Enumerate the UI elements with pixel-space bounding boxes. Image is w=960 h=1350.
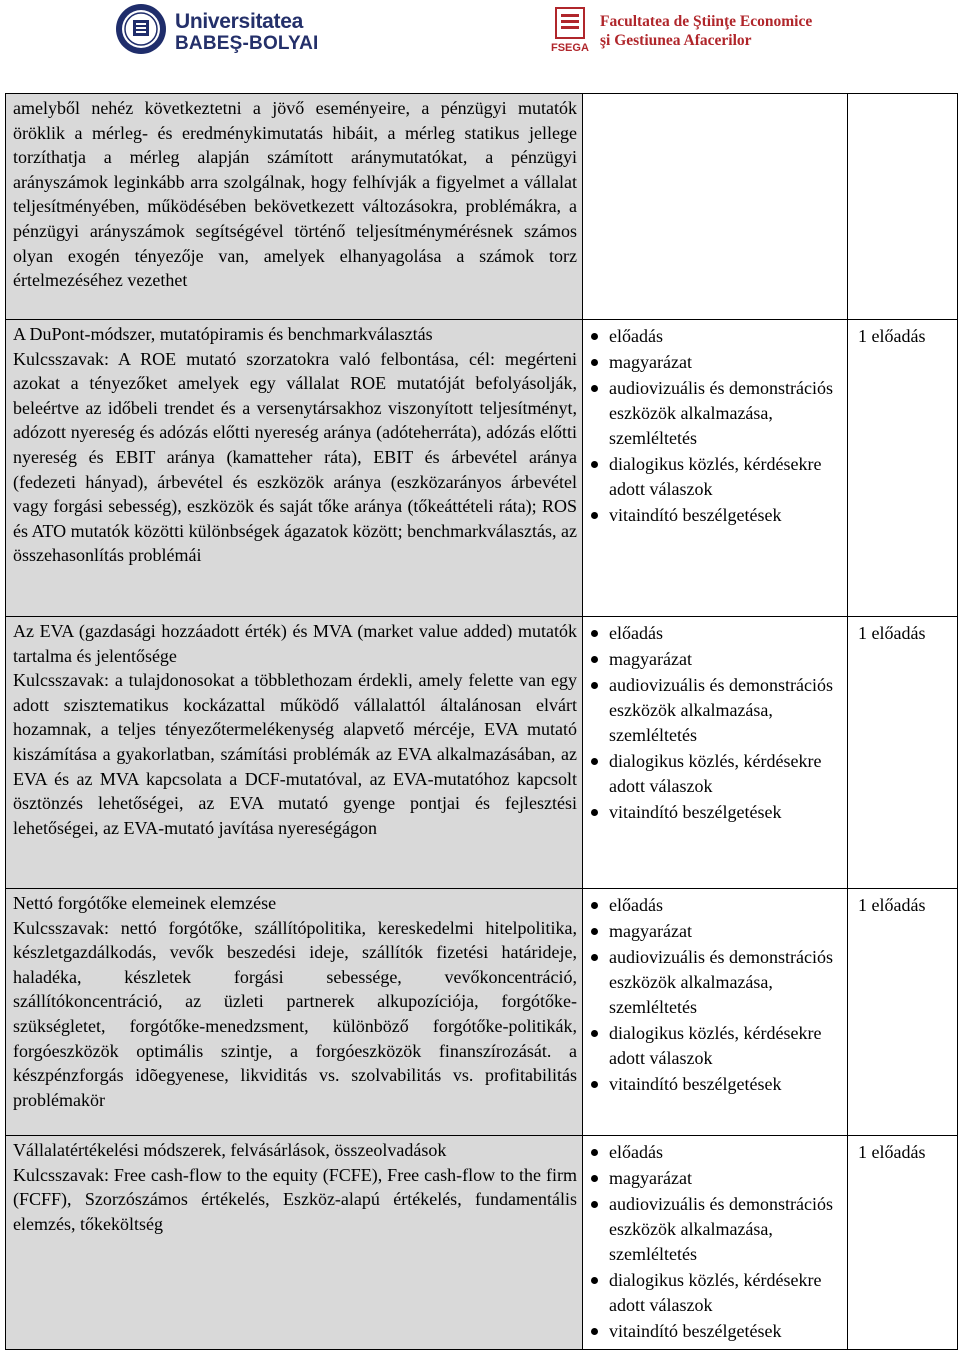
bullet-icon bbox=[591, 1149, 598, 1156]
bullet-icon bbox=[591, 512, 598, 519]
university-name: Universitatea bbox=[175, 10, 303, 33]
university-seal-icon bbox=[115, 3, 167, 55]
bullet-icon bbox=[591, 1277, 598, 1284]
list-item: magyarázat bbox=[589, 350, 843, 375]
bullet-icon bbox=[591, 385, 598, 392]
list-item: vitaindító beszélgetések bbox=[589, 800, 843, 825]
hours-cell bbox=[848, 94, 958, 320]
fsega-abbr: FSEGA bbox=[551, 42, 589, 54]
bullet-icon bbox=[591, 359, 598, 366]
topic-cell bbox=[6, 889, 583, 1136]
methods-cell bbox=[583, 889, 848, 1136]
list-item: audiovizuális és demonstrációs eszközök alkalmazása, szemléltetés bbox=[589, 673, 843, 748]
topic-keywords: Kulcsszavak: nettó forgótőke, szállítópolitika, kereskedelmi hitelpolitika, készletgazdálkodás, vevők beszedési ideje, szállítók fizetési határideje, haladéka, készletek forgási sebessége, vevőkoncentráció, szállítókoncentráció, az üzleti partnerek alkupozíciója, forgótőke-szükségletet, forgótőke-menedzsment, különböző forgótőke-politikák, forgóeszközök optimális szintje, a forgóeszközök finanszírozását. a készpénzforgás idõegyenese, likviditás vs. szolvabilitás vs. profitabilitás problémakör bbox=[13, 917, 577, 1110]
bullet-icon bbox=[591, 1030, 598, 1037]
bullet-icon bbox=[591, 333, 598, 340]
list-item: előadás bbox=[589, 621, 843, 646]
table-row bbox=[6, 1136, 958, 1350]
topic-cell bbox=[6, 617, 583, 889]
list-item: előadás bbox=[589, 893, 843, 918]
bullet-icon bbox=[591, 461, 598, 468]
faculty-name-line2: şi Gestiunea Afacerilor bbox=[600, 32, 752, 49]
syllabus-table bbox=[5, 93, 958, 1350]
methods-cell bbox=[583, 617, 848, 889]
table-row bbox=[6, 889, 958, 1136]
bullet-icon bbox=[591, 954, 598, 961]
topic-keywords: Kulcsszavak: Free cash-flow to the equity (FCFE), Free cash-flow to the firm (FCFF), Szorzószámos értékelés, Eszköz-alapú értékelés, fundamentális elemzés, tőkeköltség bbox=[13, 1164, 577, 1234]
list-item: magyarázat bbox=[589, 919, 843, 944]
bullet-icon bbox=[591, 809, 598, 816]
bullet-icon bbox=[591, 1201, 598, 1208]
table-row bbox=[6, 320, 958, 617]
bullet-icon bbox=[591, 928, 598, 935]
topic-title: A DuPont-módszer, mutatópiramis és benchmarkválasztás bbox=[13, 324, 433, 344]
university-subname: BABEŞ-BOLYAI bbox=[175, 33, 319, 54]
list-item: vitaindító beszélgetések bbox=[589, 1319, 843, 1344]
list-item: dialogikus közlés, kérdésekre adott válaszok bbox=[589, 452, 843, 502]
list-item: vitaindító beszélgetések bbox=[589, 1072, 843, 1097]
topic-cell bbox=[6, 94, 583, 320]
hours-cell: 1 előadás bbox=[848, 320, 958, 617]
list-item: magyarázat bbox=[589, 1166, 843, 1191]
list-item: vitaindító beszélgetések bbox=[589, 503, 843, 528]
list-item: dialogikus közlés, kérdésekre adott válaszok bbox=[589, 1268, 843, 1318]
methods-cell bbox=[583, 1136, 848, 1350]
topic-text: amelyből nehéz következtetni a jövő eseményeire, a pénzügyi mutatók öröklik a mérleg- és eredménykimutatás hibáit, a mérleg statikus jellege torzíthatja a mérleg alapján számított aránymutatókat, a pénzügyi arányszámok leginkább arra szolgálnak, hogy felhívják a figyelmet a vállalat teljesítményében, működésében bekövetkezett változásokra, problémákra, a pénzügyi arányszámok segítségével történő teljesítménymérésnek számos olyan exogén tényezője van, amelyek elhanyagolása a számok torz értelmezéséhez vezethet bbox=[13, 98, 577, 291]
list-item: dialogikus közlés, kérdésekre adott válaszok bbox=[589, 749, 843, 799]
list-item: audiovizuális és demonstrációs eszközök alkalmazása, szemléltetés bbox=[589, 376, 843, 451]
bullet-icon bbox=[591, 682, 598, 689]
ubb-logo bbox=[115, 3, 319, 59]
table-row bbox=[6, 617, 958, 889]
list-item: audiovizuális és demonstrációs eszközök alkalmazása, szemléltetés bbox=[589, 945, 843, 1020]
bullet-icon bbox=[591, 902, 598, 909]
hours-cell: 1 előadás bbox=[848, 617, 958, 889]
bullet-icon bbox=[591, 656, 598, 663]
bullet-icon bbox=[591, 630, 598, 637]
topic-keywords: Kulcsszavak: a tulajdonosokat a többlethozam érdekli, amely felette van egy adott szisztematikus kockázattal működő vállalattól általánosan elvárt hozamnak, a teljes tényezőtermelékenység alapvető mércéje, EVA mutató kiszámítása a gyakorlatban, számítási problémák az EVA alkalmazásában, az EVA és az MVA kapcsolata a DCF-mutatóval, az EVA-mutatóhoz kapcsolt ösztönzés lehetőségei, az EVA mutató gyenge pontjai és fejlesztési lehetőségei, az EVA-mutató javítása nyereségágon bbox=[13, 670, 577, 838]
methods-cell bbox=[583, 94, 848, 320]
topic-cell bbox=[6, 320, 583, 617]
bullet-icon bbox=[591, 1175, 598, 1182]
list-item: magyarázat bbox=[589, 647, 843, 672]
methods-cell bbox=[583, 320, 848, 617]
fsega-logo bbox=[548, 6, 813, 58]
hours-cell: 1 előadás bbox=[848, 889, 958, 1136]
list-item: dialogikus közlés, kérdésekre adott válaszok bbox=[589, 1021, 843, 1071]
list-item: előadás bbox=[589, 1140, 843, 1165]
bullet-icon bbox=[591, 1328, 598, 1335]
bullet-icon bbox=[591, 758, 598, 765]
bullet-icon bbox=[591, 1081, 598, 1088]
faculty-name-line1: Facultatea de Ştiinţe Economice bbox=[600, 13, 813, 30]
topic-cell bbox=[6, 1136, 583, 1350]
topic-title: Vállalatértékelési módszerek, felvásárlások, összeolvadások bbox=[13, 1140, 447, 1160]
topic-title: Az EVA (gazdasági hozzáadott érték) és MVA (market value added) mutatók tartalma és jelentősége bbox=[13, 621, 577, 666]
list-item: audiovizuális és demonstrációs eszközök alkalmazása, szemléltetés bbox=[589, 1192, 843, 1267]
table-row bbox=[6, 94, 958, 320]
topic-title: Nettó forgótőke elemeinek elemzése bbox=[13, 893, 277, 913]
topic-keywords: Kulcsszavak: A ROE mutató szorzatokra való felbontása, cél: megérteni azokat a tényezőket amelyek egy vállalat ROE mutatóját befolyásolják, beleértve az időbeli trendet és a versenytársakhoz viszonyított teljesítményt, adózott nyereség és adózás előtti nyereség aránya (adóteherráta), adózás előtti nyereség és EBIT aránya (kamatteher ráta), EBIT és árbevétel aránya (fedezeti hányad), árbevétel és eszközök aránya (eszközarányos árbevétel vagy forgási sebesség), eszközök és saját tőke aránya (tőkeáttételi ráta); ROS és ATO mutatók közötti különbségek ágazatok között; benchmarkválasztás, az összehasonlítás problémái bbox=[13, 348, 578, 566]
hours-cell: 1 előadás bbox=[848, 1136, 958, 1350]
list-item: előadás bbox=[589, 324, 843, 349]
